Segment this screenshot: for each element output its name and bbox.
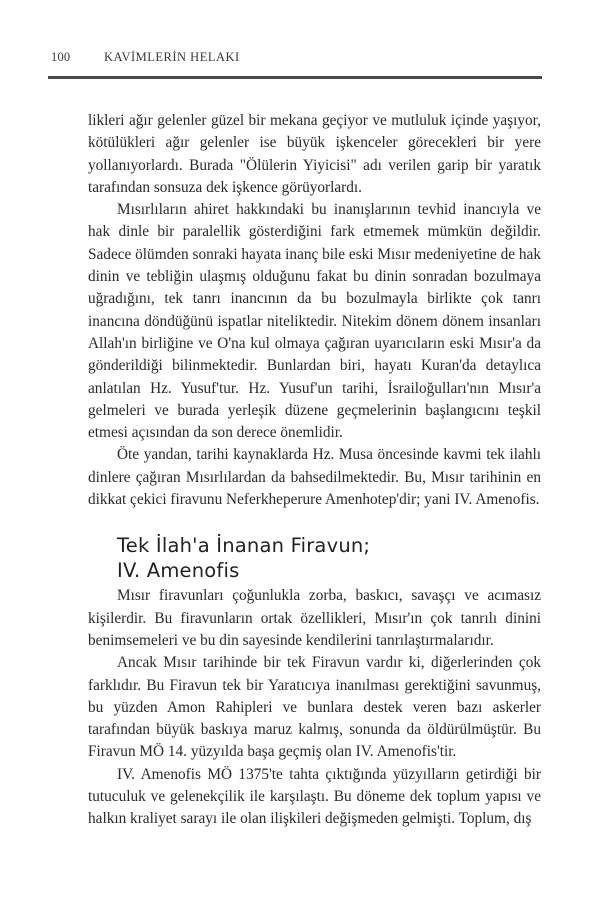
paragraph: IV. Amenofis MÖ 1375'te tahta çıktığında yüzyılların getirdiği bir tutuculuk ve gelenekçilik ile karşılaştı. Bu döneme dek toplum yapısı ve halkın kraliyet sarayı ile olan ilişkileri değişmeden gelmişti. Toplum, dış (88, 765, 541, 828)
page-number: 100 (51, 50, 71, 64)
header-rule-divider (48, 76, 542, 79)
running-header (0, 50, 616, 70)
paragraph: Mısır firavunları çoğunlukla zorba, baskıcı, savaşçı ve acımasız kişilerdir. Bu firavunların ortak özellikleri, Mısır'ın çok tanrılı dinini benimsemeleri ve bu din sayesinde kendilerini tanrılaştırmalarıdır. (88, 587, 541, 649)
body-text (88, 110, 541, 831)
paragraph: Mısırlıların ahiret hakkındaki bu inanışlarının tevhid inancıyla ve hak dinle bir paralellik gösterdiğini fark etmemek mümkün değildir. Sadece ölümden sonraki hayata inanç bile eski Mısır medeniyetine de hak dinin ve tebliğin ulaşmış olduğunu fakat bu dinin sonradan bozulmaya uğradığını, tek tanrı inancının da bu bozulmayla birlikte çok tanrı inancına döndüğünü ispatlar niteliktedir. Nitekim dönem dönem insanları Allah'ın birliğine ve O'na kul olmaya çağıran uyarıcıların eski Mısır'a da gönderildiği bilinmektedir. Bunlardan biri, hayatı Kuran'da detaylıca anlatılan Hz. Yusuf'tur. Hz. Yusuf'un tarihi, İsrailoğulları'nın Mısır'a gelmeleri ve burada yerleşik düzene geçmelerinin başlangıcını teşkil etmesi açısından da son derece önemlidir. (88, 201, 541, 442)
paragraph: Ancak Mısır tarihinde bir tek Firavun vardır ki, diğerlerinden çok farklıdır. Bu Firavun tek bir Yaratıcıya inanılması gerektiğini savunmuş, bu yüzden Amon Rahipleri ve bunlara destek veren bazı askerler tarafından büyük baskıya maruz kalmış, sonunda da öldürülmüştür. Bu Firavun MÖ 14. yüzyılda başa geçmiş olan IV. Amenofis'tir. (88, 654, 541, 761)
paragraph: likleri ağır gelenler güzel bir mekana geçiyor ve mutluluk içinde yaşıyor, kötülükleri ağır gelenler ise büyük işkenceler görecekleri bir yere yollanıyorlardı. Burada "Ölülerin Yiyicisi" adı verilen garip bir yaratık tarafından sonsuza dek işkence görüyorlardı. (88, 112, 541, 196)
paragraph: Öte yandan, tarihi kaynaklarda Hz. Musa öncesinde kavmi tek ilahlı dinlere çağıran Mısırlılardan da bahsedilmektedir. Bu, Mısır tarihinin en dikkat çekici firavunu Neferkheperure Amenhotep'dir; yani IV. Amenofis. (88, 446, 541, 509)
section-heading (117, 533, 541, 583)
book-title: KAVİMLERİN HELAKI (104, 50, 240, 64)
section-heading-line-1: Tek İlah'a İnanan Firavun; (117, 534, 371, 558)
section-heading-line-2: IV. Amenofis (117, 559, 240, 583)
